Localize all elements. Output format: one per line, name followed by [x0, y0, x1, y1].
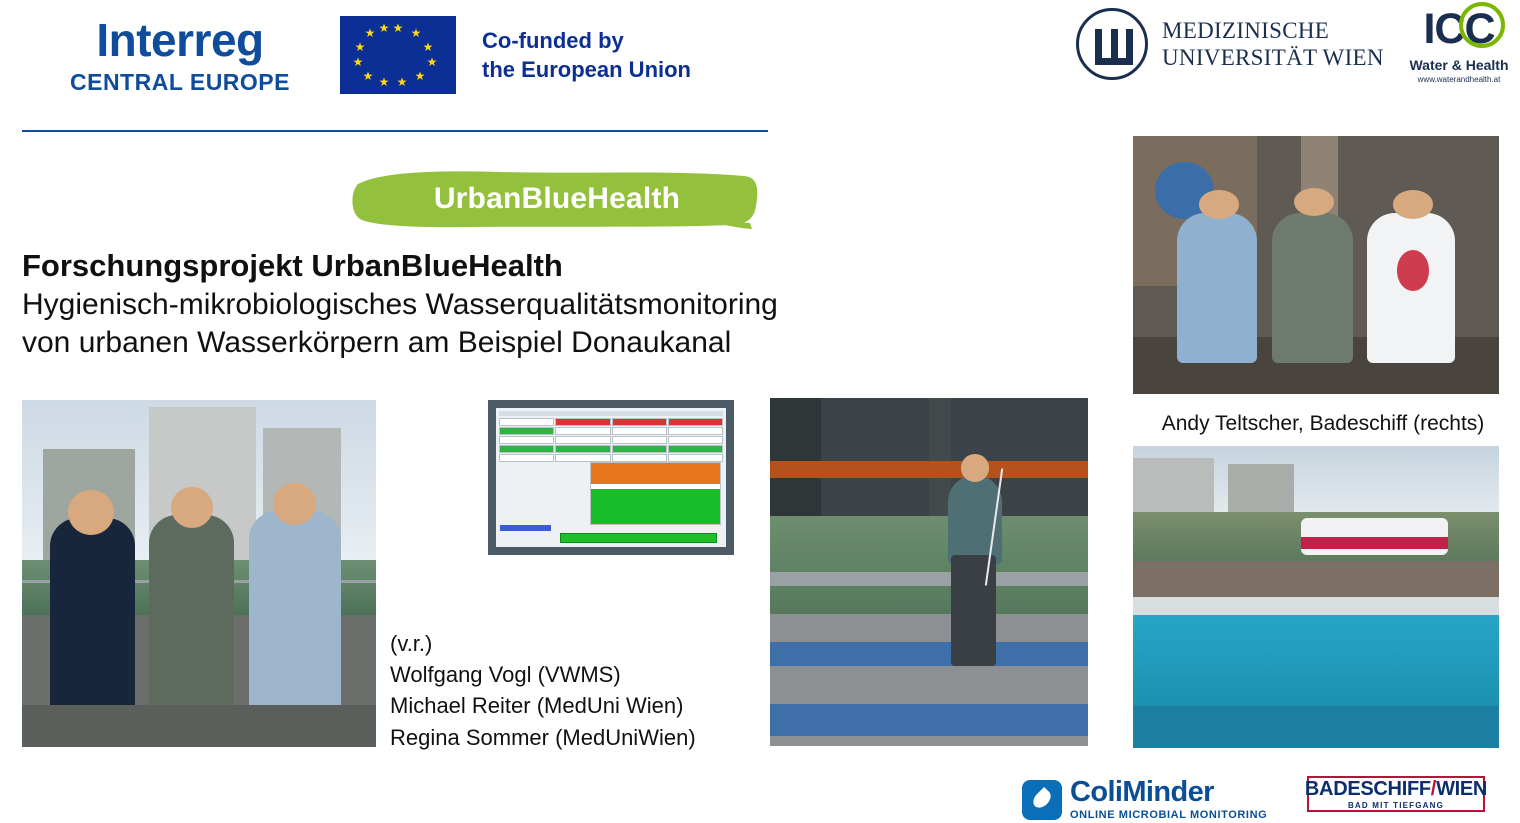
photo-research-team-at-badeschiff [22, 400, 376, 747]
badeschiff-wien-logo [1304, 776, 1488, 812]
icc-mark-text: ICC [1423, 5, 1495, 53]
icc-subtitle: Water & Health [1409, 57, 1509, 73]
badeschiff-name-right: WIEN [1436, 777, 1488, 800]
icc-wordmark [1421, 4, 1496, 53]
interreg-wordmark: Interreg [96, 13, 264, 66]
header-divider [22, 130, 768, 132]
badeschiff-name-left: BADESCHIFF [1304, 777, 1431, 800]
interreg-subtitle: CENTRAL EUROPE [70, 68, 290, 95]
coliminder-drop-icon [1022, 780, 1062, 820]
meduni-wien-logo [1076, 8, 1384, 80]
eu-flag-icon: ★ ★ ★ ★ ★ ★ ★ ★ ★ ★ ★ ★ [340, 16, 456, 94]
meduni-line2: UNIVERSITÄT WIEN [1162, 45, 1384, 70]
name-1: Wolfgang Vogl (VWMS) [390, 662, 621, 688]
eu-cofunded-logo [340, 16, 691, 94]
badeschiff-tagline: BAD MIT TIEFGANG [1347, 800, 1445, 810]
team-names-caption [390, 628, 696, 753]
badeschiff-slash: / [1430, 777, 1437, 800]
names-prefix: (v.r.) [390, 631, 433, 656]
coliminder-wordmark: ColiMinder [1070, 776, 1214, 808]
page-subtitle-line1: Hygienisch-mikrobiologisches Wasserqualitätsmonitoring [22, 287, 778, 321]
urbanbluehealth-banner-label: UrbanBlueHealth [433, 182, 681, 215]
right-photo-caption: Andy Teltscher, Badeschiff (rechts) [1161, 412, 1485, 435]
name-2: Michael Reiter (MedUni Wien) [390, 693, 684, 719]
name-3: Regina Sommer (MedUniWien) [390, 724, 696, 750]
photo-coliminder-software-screen [488, 400, 734, 555]
meduni-line1: MEDIZINISCHE [1162, 17, 1330, 43]
photo-andy-teltscher-with-team [1133, 136, 1499, 394]
badeschiff-wordmark [1305, 779, 1487, 799]
header-logo-strip [0, 0, 1520, 120]
icc-ring-icon [1459, 2, 1505, 48]
eu-cofunded-line1: Co-funded by [482, 27, 624, 53]
meduni-wien-mark-icon [1076, 8, 1148, 80]
meduni-wien-text [1162, 17, 1384, 71]
urbanbluehealth-banner [352, 168, 762, 230]
page-title: Forschungsprojekt UrbanBlueHealth [22, 248, 563, 283]
eu-cofunded-line2: the European Union [482, 57, 691, 82]
icc-water-health-logo [1400, 4, 1518, 84]
page-subtitle-line2: von urbanen Wasserkörpern am Beispiel Donaukanal [22, 326, 732, 360]
interreg-logo [56, 10, 304, 102]
icc-url: www.waterandhealth.at [1417, 75, 1501, 84]
coliminder-tagline: ONLINE MICROBIAL MONITORING [1070, 809, 1268, 821]
eu-cofunded-text [482, 26, 691, 84]
coliminder-logo [1022, 778, 1267, 821]
photo-badeschiff-pool-donaukanal [1133, 446, 1499, 748]
photo-water-sampling-at-donaukanal [770, 398, 1088, 746]
headline-block [22, 248, 1012, 362]
